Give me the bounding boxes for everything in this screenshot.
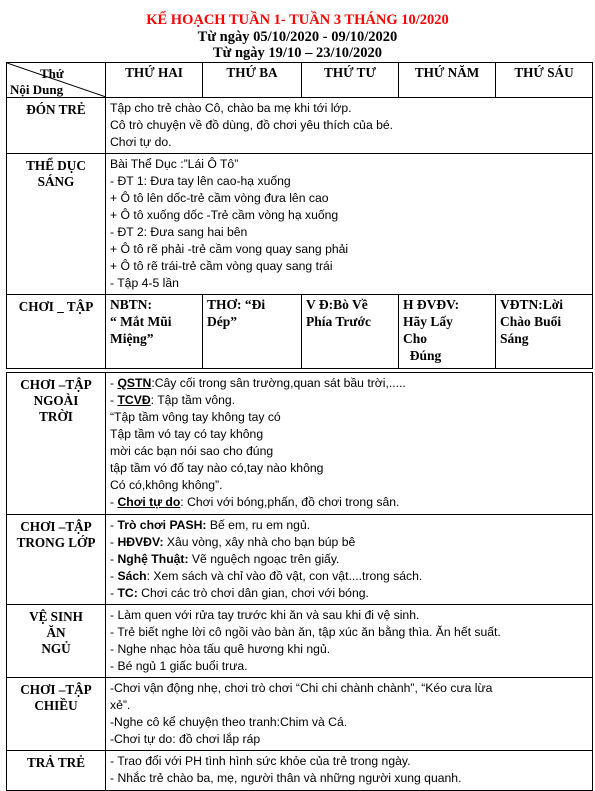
day-header-fri: THỨ SÁU <box>496 63 593 98</box>
text-line: - Nghe nhạc hòa tấu quê hương khi ngủ. <box>110 642 331 656</box>
text-line: - Sách: Xem sách và chỉ vào đồ vật, con vật....trong sách. <box>110 569 423 583</box>
text-line: mời các bạn nói sao cho đúng <box>110 444 274 458</box>
content-ngoai-troi <box>106 373 593 515</box>
text-line: -Nghe cô kể chuyện theo tranh:Chim và Cá. <box>110 715 348 729</box>
text-line: - Bé ngủ 1 giấc buổi trưa. <box>110 659 248 673</box>
activity-thu: H ĐVĐV: Hãy Lấy Cho Đúng <box>399 295 496 369</box>
text-line: - Trò chơi PASH: Bế em, ru em ngủ. <box>110 518 311 532</box>
row-tra-tre <box>7 751 593 791</box>
corner-noi-dung: Nội Dung <box>10 82 64 97</box>
content-ve-sinh <box>106 605 593 678</box>
date-range-2: Từ ngày 19/10 – 23/10/2020 <box>212 45 383 61</box>
text-line: xẻ”. <box>110 698 131 712</box>
row-don-tre <box>7 98 593 154</box>
label-tra-tre: TRẢ TRẺ <box>7 751 106 791</box>
activity-wed: V Đ:Bò Về Phía Trước <box>302 295 399 369</box>
label-chieu: CHƠI –TẬP CHIỀU <box>7 678 106 751</box>
weekly-plan-table-top <box>6 62 593 369</box>
corner-cell <box>7 63 106 98</box>
text-line: - TC: Chơi các trò chơi dân gian, chơi với bóng. <box>110 586 369 600</box>
text-line: - ĐT 2: Đưa sang hai bên <box>110 225 248 239</box>
label-don-tre: ĐÓN TRẺ <box>7 98 106 154</box>
row-ngoai-troi <box>7 373 593 515</box>
label-ngoai-troi: CHƠI –TẬP NGOÀI TRỜI <box>7 373 106 515</box>
day-header-thu: THỨ NĂM <box>399 63 496 98</box>
content-the-duc <box>106 154 593 295</box>
text-line: -Chơi tự do: đồ chơi lắp ráp <box>110 732 261 746</box>
text-line: - QSTN:Cây cối trong sân trường,quan sát bầu trời,..... <box>110 376 406 390</box>
text-line: - Nhắc trẻ chào ba, mẹ, người thân và những người xung quanh. <box>110 771 462 785</box>
corner-thu: Thứ <box>40 66 64 81</box>
plan-title: KẾ HOẠCH TUẦN 1- TUẦN 3 THÁNG 10/2020 <box>146 12 449 28</box>
day-header-mon: THỨ HAI <box>106 63 203 98</box>
text-line: tập tầm vó đố tay nào có,tay nào không <box>110 461 324 475</box>
text-line: - Tập 4-5 lần <box>110 276 179 290</box>
label-ve-sinh: VỆ SINH ĂN NGỦ <box>7 605 106 678</box>
text-line: Tập tầm vó tay có tay không <box>110 427 264 441</box>
label-trong-lop: CHƠI –TẬP TRONG LỚP <box>7 515 106 605</box>
text-line: Cô trò chuyện về đồ dùng, đồ chơi yêu thích của bé. <box>110 118 394 132</box>
row-choi-tap <box>7 295 593 369</box>
date-range-1: Từ ngày 05/10/2020 - 09/10/2020 <box>197 29 398 45</box>
text-line: - Trao đổi với PH tình hình sức khỏe của trẻ trong ngày. <box>110 754 411 768</box>
text-line: Bài Thể Dục :”Lái Ô Tô” <box>110 157 239 171</box>
row-the-duc <box>7 154 593 295</box>
text-line: “Tập tầm vông tay không tay có <box>110 410 281 424</box>
text-line: - Nghệ Thuật: Vẽ nguệch ngoạc trên giấy. <box>110 552 340 566</box>
text-line: - Làm quen với rửa tay trước khi ăn và sau khi đi vệ sinh. <box>110 608 420 622</box>
day-header-tue: THỨ BA <box>203 63 302 98</box>
activity-fri: VĐTN:Lời Chào Buổi Sáng <box>496 295 593 369</box>
activity-mon: NBTN: “ Mắt Mũi Miệng” <box>106 295 203 369</box>
label-the-duc: THỂ DỤC SÁNG <box>7 154 106 295</box>
row-ve-sinh <box>7 605 593 678</box>
content-chieu <box>106 678 593 751</box>
content-don-tre <box>106 98 593 154</box>
text-line: -Chơi vận động nhẹ, chơi trò chơi “Chi chi chành chành”, “Kéo cưa lừa <box>110 681 493 695</box>
text-line: Có có,không không”. <box>110 478 223 492</box>
text-line: - Chơi tự do: Chơi với bóng,phấn, đồ chơi trong sân. <box>110 495 400 509</box>
table-header-row <box>7 63 593 98</box>
text-line: + Ô tô rẽ phải -trẻ cầm vong quay sang phải <box>110 242 349 256</box>
activity-tue: THƠ: “Đi Dép” <box>203 295 302 369</box>
text-line: + Ô tô rẽ trái-trẻ cầm vòng quay sang trái <box>110 259 333 273</box>
text-line: Chơi tự do. <box>110 135 172 149</box>
weekly-plan-table-bottom <box>6 372 593 791</box>
text-line: + Ô tô xuống dốc -Trẻ cầm vòng hạ xuống <box>110 208 339 222</box>
text-line: - TCVĐ: Tập tầm vông. <box>110 393 236 407</box>
row-chieu <box>7 678 593 751</box>
text-line: - HĐVĐV: Xâu vòng, xây nhà cho bạn búp bê <box>110 535 356 549</box>
text-line: + Ô tô lên dốc-trẻ cầm vòng đưa lên cao <box>110 191 329 205</box>
text-line: - Trẻ biết nghe lời cô ngồi vào bàn ăn, tập xúc ăn bằng thìa. Ăn hết suất. <box>110 625 501 639</box>
row-trong-lop <box>7 515 593 605</box>
label-choi-tap: CHƠI _ TẬP <box>7 295 106 369</box>
content-tra-tre <box>106 751 593 791</box>
day-header-wed: THỨ TƯ <box>302 63 399 98</box>
content-trong-lop <box>106 515 593 605</box>
text-line: Tập cho trẻ chào Cô, chào ba mẹ khi tới lớp. <box>110 101 352 115</box>
text-line: - ĐT 1: Đưa tay lên cao-hạ xuống <box>110 174 291 188</box>
